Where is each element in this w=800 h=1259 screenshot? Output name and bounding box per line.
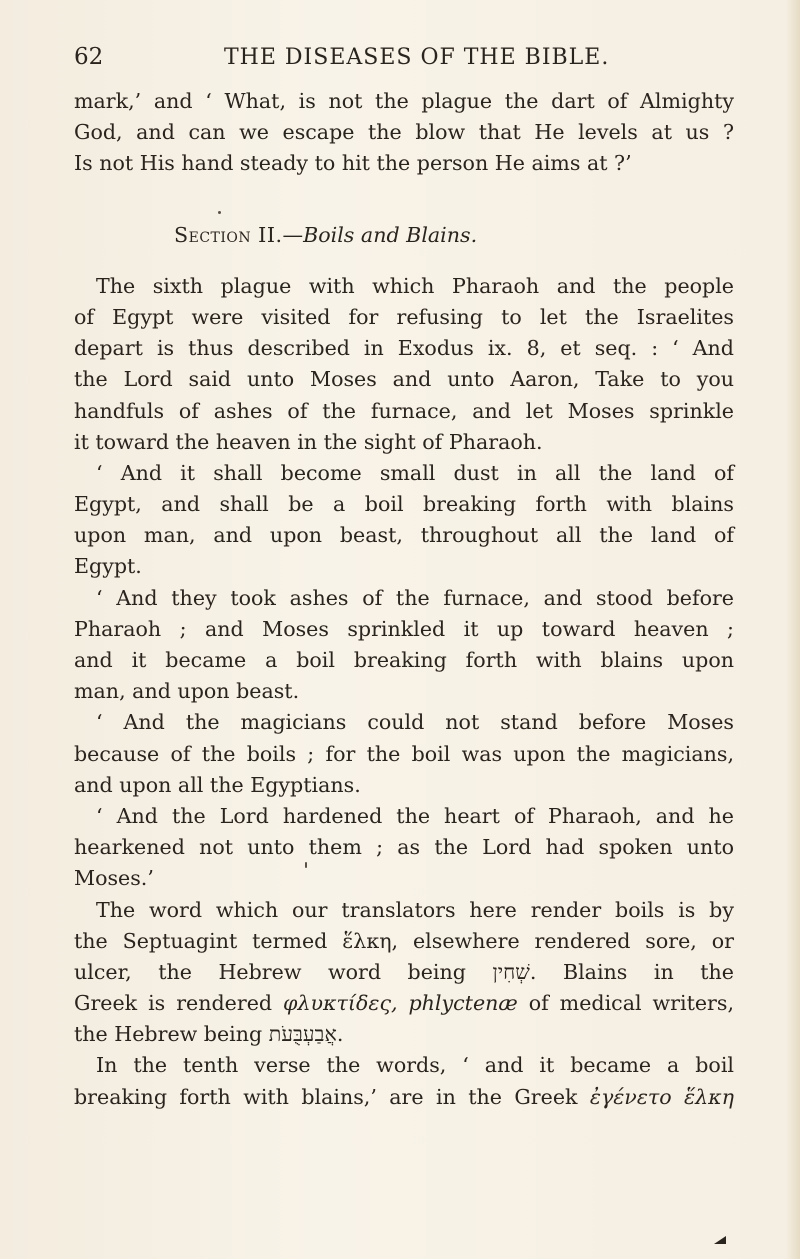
text-line: ‘ And they took ashes of the furnace, and stood before — [96, 585, 734, 610]
page-number: 62 — [74, 44, 104, 70]
text-line: of Egypt were visited for refusing to let the Israelites — [74, 304, 734, 329]
text-segment: the Hebrew being — [74, 1022, 269, 1047]
text-line — [74, 1082, 734, 1113]
section-heading — [74, 220, 734, 251]
text-segment: . Blains in the — [529, 959, 734, 984]
section-dash: — — [282, 222, 304, 247]
page-header — [74, 44, 734, 74]
paper-speck — [305, 862, 307, 868]
text-line — [74, 988, 734, 1019]
text-line: and upon all the Egyptians. — [74, 772, 361, 797]
text-segment: . — [336, 1022, 344, 1047]
latin-term: phlyctenæ — [397, 991, 518, 1016]
text-line: Egypt, and shall be a boil breaking forth with blains — [74, 492, 734, 517]
text-segment: of medical writers, — [517, 991, 734, 1016]
text-segment: ulcer, the Hebrew word being — [74, 959, 493, 984]
text-line: ‘ And it shall become small dust in all the land of — [96, 460, 734, 485]
text-line — [74, 957, 734, 988]
hebrew-word: שְׁחִין — [492, 959, 530, 984]
text-line: Pharaoh ; and Moses sprinkled it up toward heaven ; — [74, 616, 734, 641]
text-line: man, and upon beast. — [74, 679, 300, 704]
section-label: Section II. — [174, 222, 283, 247]
text-segment: Greek is rendered — [74, 991, 284, 1016]
text-line: upon man, and upon beast, throughout all the land of — [74, 523, 734, 548]
text-line: ‘ And the Lord hardened the heart of Pharaoh, and he — [96, 803, 734, 828]
text-line — [74, 1019, 734, 1050]
paper-speck — [218, 211, 221, 214]
text-line: because of the boils ; for the boil was upon the magicians, — [74, 741, 734, 766]
body-text — [74, 86, 734, 1113]
text-line: God, and can we escape the blow that He levels at us ? — [74, 120, 734, 145]
text-line: Is not His hand steady to hit the person He aims at ?’ — [74, 151, 632, 176]
text-line: hearkened not unto them ; as the Lord had spoken unto — [74, 835, 734, 860]
text-line: handfuls of ashes of the furnace, and let Moses sprinkle — [74, 398, 734, 423]
section-title: Boils and Blains. — [303, 222, 478, 247]
corner-mark — [714, 1236, 726, 1244]
page-edge-shadow — [786, 0, 800, 1259]
text-line: Moses.’ — [74, 866, 154, 891]
text-line: Egypt. — [74, 554, 142, 579]
text-segment: breaking forth with blains,’ are in the Greek — [74, 1084, 590, 1109]
text-line: mark,’ and ‘ What, is not the plague the dart of Almighty — [74, 89, 734, 113]
text-line: The word which our translators here render boils is by — [96, 897, 734, 922]
text-line: it toward the heaven in the sight of Pharaoh. — [74, 429, 543, 454]
text-line: and it became a boil breaking forth with blains upon — [74, 648, 734, 672]
text-line: the Lord said unto Moses and unto Aaron, Take to you — [74, 367, 734, 392]
hebrew-word: אֲבַעְבֻּעֹת — [268, 1022, 337, 1047]
text-line: the Septuagint termed ἕλκη, elsewhere rendered sore, or — [74, 928, 734, 953]
text-line: The sixth plague with which Pharaoh and the people — [96, 273, 734, 298]
text-line: In the tenth verse the words, ‘ and it became a boil — [96, 1053, 734, 1078]
text-line: depart is thus described in Exodus ix. 8, et seq. : ‘ And — [74, 336, 734, 361]
greek-word: ἐγένετο ἕλκη — [589, 1084, 734, 1109]
greek-word: φλυκτίδες, — [283, 991, 398, 1016]
text-line: ‘ And the magicians could not stand before Moses — [96, 710, 734, 735]
running-head: THE DISEASES OF THE BIBLE. — [224, 45, 610, 70]
